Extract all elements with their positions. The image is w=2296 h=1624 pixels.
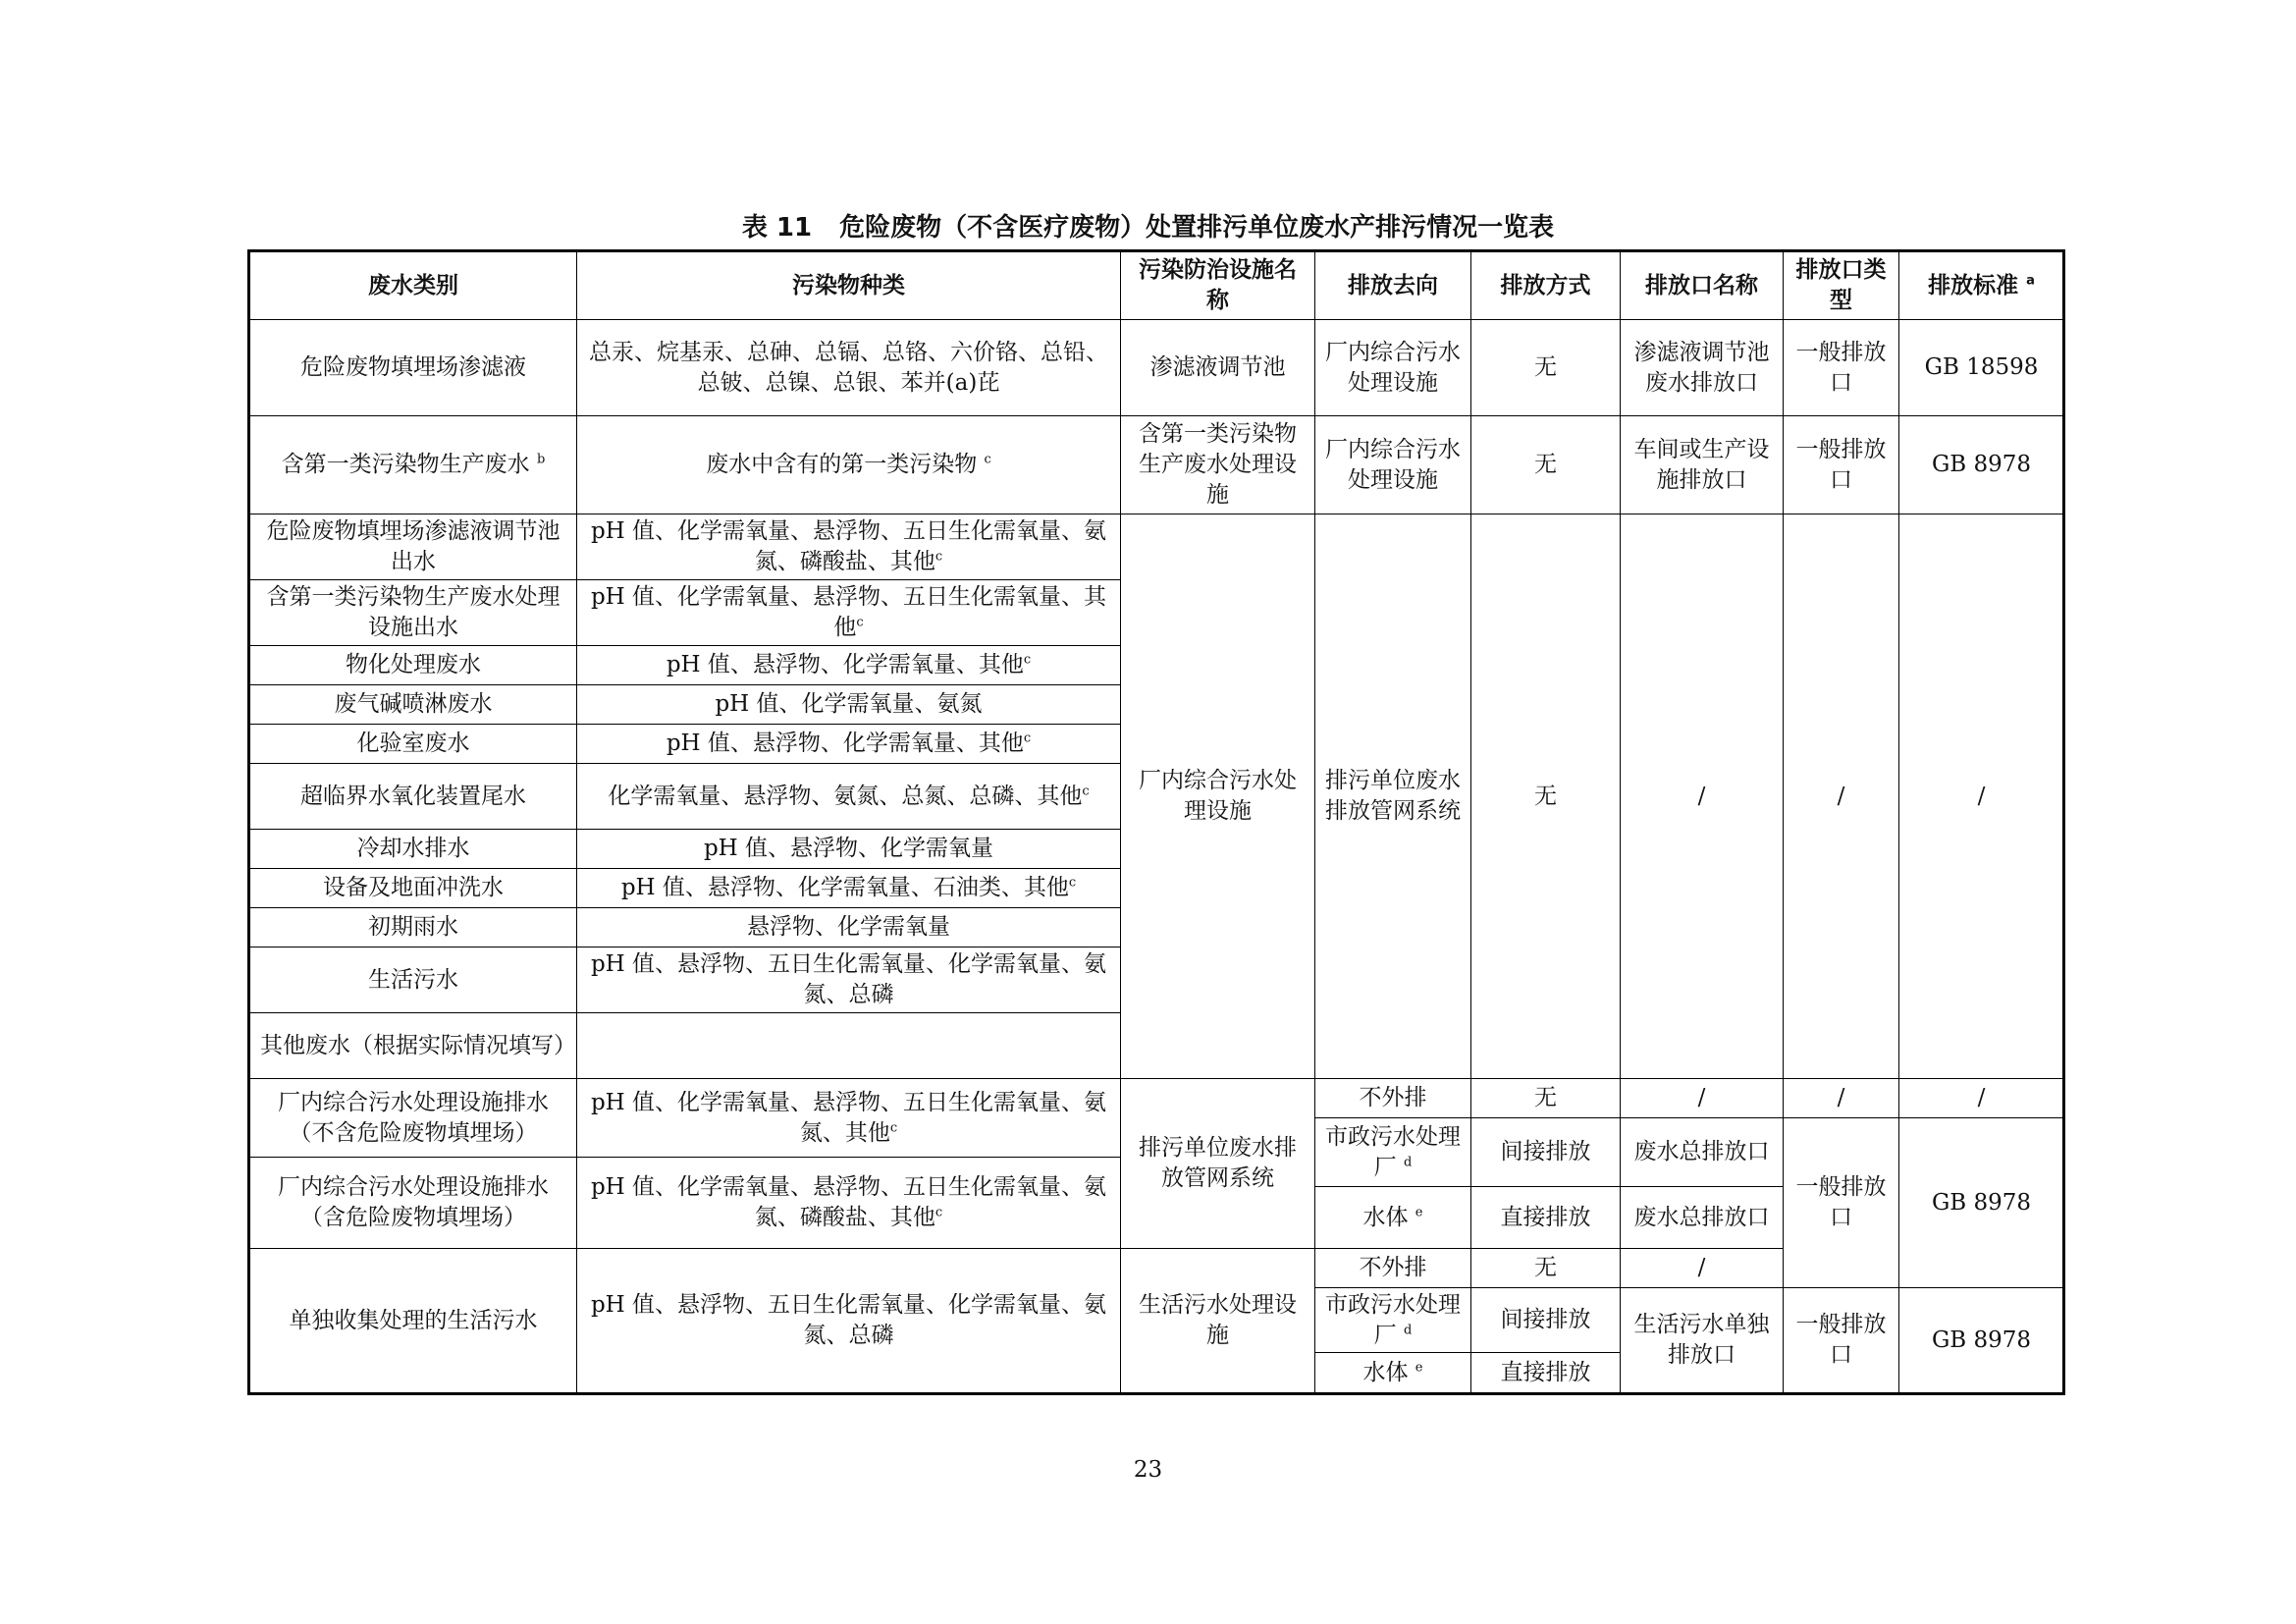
cell-pollutants: pH 值、悬浮物、五日生化需氧量、化学需氧量、氨氮、总磷 (577, 1249, 1121, 1394)
cell-destination-text: 水体 (1362, 1359, 1409, 1385)
header-standard (1899, 251, 2064, 320)
table-row (249, 320, 2064, 416)
footnote-mark: b (536, 452, 546, 467)
cell-destination-text: 市政污水处理厂 (1325, 1291, 1461, 1348)
cell-type: 其他废水（根据实际情况填写） (249, 1013, 577, 1079)
cell-pollutants-text: pH 值、化学需氧量、悬浮物、五日生化需氧量、其他 (590, 584, 1107, 640)
header-row (249, 251, 2064, 320)
cell-outlet-name: 生活污水单独排放口 (1621, 1288, 1784, 1394)
cell-destination (1315, 1288, 1471, 1353)
cell-pollutants: 总汞、烷基汞、总砷、总镉、总铬、六价铬、总铅、总铍、总镍、总银、苯并(a)芘 (577, 320, 1121, 416)
footnote-mark: d (1403, 1154, 1413, 1169)
cell-mode: 直接排放 (1471, 1353, 1621, 1394)
cell-type: 设备及地面冲洗水 (249, 869, 577, 908)
cell-outlet-name: 渗滤液调节池废水排放口 (1621, 320, 1784, 416)
cell-destination (1315, 1118, 1471, 1187)
cell-destination: 不外排 (1315, 1079, 1471, 1118)
cell-pollutants (577, 908, 1121, 947)
cell-pollutants-text: 废水中含有的第一类污染物 (706, 452, 978, 477)
cell-mode: 直接排放 (1471, 1187, 1621, 1249)
cell-outlet-type: 一般排放口 (1784, 1288, 1899, 1394)
cell-type: 超临界水氧化装置尾水 (249, 764, 577, 830)
table-caption (0, 208, 2296, 247)
cell-pollutants-text: pH 值、化学需氧量、悬浮物、五日生化需氧量、氨氮、其他 (590, 1089, 1107, 1146)
cell-pollutants (577, 947, 1121, 1013)
cell-standard: GB 8978 (1899, 1288, 2064, 1394)
cell-pollutants (577, 1079, 1121, 1158)
cell-type: 含第一类污染物生产废水处理设施出水 (249, 580, 577, 646)
cell-type: 生活污水 (249, 947, 577, 1013)
cell-facility: 排污单位废水排放管网系统 (1121, 1079, 1315, 1249)
cell-type: 废气碱喷淋废水 (249, 685, 577, 725)
cell-pollutants (577, 514, 1121, 580)
cell-facility: 渗滤液调节池 (1121, 320, 1315, 416)
cell-pollutants (577, 830, 1121, 869)
cell-pollutants-text: pH 值、悬浮物、化学需氧量 (703, 836, 994, 861)
cell-pollutants (577, 725, 1121, 764)
cell-destination: 厂内综合污水处理设施 (1315, 320, 1471, 416)
cell-mode: 无 (1471, 1249, 1621, 1288)
header-outlet-type: 排放口类型 (1784, 251, 1899, 320)
cell-destination: 不外排 (1315, 1249, 1471, 1288)
cell-standard: / (1899, 514, 2064, 1079)
footnote-mark: c (1023, 731, 1032, 746)
header-pollutants: 污染物种类 (577, 251, 1121, 320)
footnote-mark: c (1082, 783, 1090, 798)
header-discharge-mode: 排放方式 (1471, 251, 1621, 320)
cell-pollutants-text: pH 值、化学需氧量、氨氮 (715, 691, 983, 717)
cell-destination: 排污单位废水排放管网系统 (1315, 514, 1471, 1079)
cell-facility: 含第一类污染物生产废水处理设施 (1121, 416, 1315, 514)
cell-pollutants (577, 764, 1121, 830)
cell-outlet-type: 一般排放口 (1784, 1118, 1899, 1288)
cell-outlet-name: 废水总排放口 (1621, 1118, 1784, 1187)
cell-pollutants-text: pH 值、悬浮物、化学需氧量、其他 (666, 731, 1024, 756)
cell-type (249, 416, 577, 514)
cell-standard: / (1899, 1079, 2064, 1118)
cell-destination-text: 市政污水处理厂 (1325, 1123, 1461, 1180)
cell-mode: 间接排放 (1471, 1288, 1621, 1353)
footnote-mark: c (934, 1205, 943, 1220)
footnote-mark: c (856, 615, 864, 630)
cell-type: 危险废物填埋场渗滤液调节池出水 (249, 514, 577, 580)
footnote-mark: d (1403, 1322, 1413, 1337)
header-wastewater-type: 废水类别 (249, 251, 577, 320)
cell-pollutants (577, 685, 1121, 725)
cell-type: 冷却水排水 (249, 830, 577, 869)
cell-outlet-type: / (1784, 514, 1899, 1079)
cell-outlet-type: 一般排放口 (1784, 416, 1899, 514)
cell-outlet-name: / (1621, 1079, 1784, 1118)
cell-mode: 无 (1471, 320, 1621, 416)
table-number: 表 11 (741, 213, 813, 243)
cell-type-text: 含第一类污染物生产废水 (281, 452, 530, 477)
cell-pollutants (577, 416, 1121, 514)
cell-destination (1315, 1187, 1471, 1249)
cell-pollutants (577, 646, 1121, 685)
cell-pollutants-text: pH 值、悬浮物、化学需氧量、石油类、其他 (620, 875, 1069, 900)
table-row (249, 514, 2064, 580)
cell-type: 初期雨水 (249, 908, 577, 947)
cell-mode: 无 (1471, 416, 1621, 514)
cell-type: 厂内综合污水处理设施排水（含危险废物填埋场） (249, 1158, 577, 1249)
cell-standard: GB 8978 (1899, 416, 2064, 514)
footnote-mark: e (1415, 1204, 1423, 1219)
cell-pollutants-text: pH 值、化学需氧量、悬浮物、五日生化需氧量、氨氮、磷酸盐、其他 (590, 1174, 1107, 1230)
cell-pollutants-text: pH 值、悬浮物、五日生化需氧量、化学需氧量、氨氮、总磷 (590, 951, 1107, 1007)
cell-type: 化验室废水 (249, 725, 577, 764)
cell-standard: GB 8978 (1899, 1118, 2064, 1288)
footnote-mark: c (889, 1119, 898, 1135)
cell-outlet-name: 废水总排放口 (1621, 1187, 1784, 1249)
cell-pollutants (577, 869, 1121, 908)
cell-destination (1315, 1353, 1471, 1394)
header-outlet-name: 排放口名称 (1621, 251, 1784, 320)
cell-type: 危险废物填埋场渗滤液 (249, 320, 577, 416)
cell-facility: 生活污水处理设施 (1121, 1249, 1315, 1394)
cell-type: 物化处理废水 (249, 646, 577, 685)
footnote-mark: c (1023, 652, 1032, 668)
cell-pollutants-text: 化学需氧量、悬浮物、氨氮、总氮、总磷、其他 (608, 783, 1083, 809)
page-number: 23 (1133, 1457, 1163, 1483)
header-facility: 污染防治设施名称 (1121, 251, 1315, 320)
cell-outlet-name: / (1621, 1249, 1784, 1288)
footnote-mark: c (984, 452, 991, 467)
cell-mode: 无 (1471, 1079, 1621, 1118)
cell-pollutants-text: 悬浮物、化学需氧量 (747, 914, 950, 940)
cell-outlet-name: / (1621, 514, 1784, 1079)
cell-facility: 厂内综合污水处理设施 (1121, 514, 1315, 1079)
table-title: 危险废物（不含医疗废物）处置排污单位废水产排污情况一览表 (839, 213, 1555, 243)
table-row (249, 1079, 2064, 1118)
table-row (249, 416, 2064, 514)
footnote-mark: c (934, 549, 943, 565)
cell-standard: GB 18598 (1899, 320, 2064, 416)
cell-outlet-type: / (1784, 1079, 1899, 1118)
cell-outlet-name: 车间或生产设施排放口 (1621, 416, 1784, 514)
header-destination: 排放去向 (1315, 251, 1471, 320)
cell-destination: 厂内综合污水处理设施 (1315, 416, 1471, 514)
cell-pollutants (577, 1158, 1121, 1249)
cell-destination-text: 水体 (1362, 1204, 1409, 1230)
cell-type: 单独收集处理的生活污水 (249, 1249, 577, 1394)
cell-pollutants (577, 1013, 1121, 1079)
cell-mode: 间接排放 (1471, 1118, 1621, 1187)
header-standard-text: 排放标准 (1928, 272, 2019, 298)
cell-mode: 无 (1471, 514, 1621, 1079)
footnote-mark: c (1068, 875, 1077, 891)
cell-pollutants (577, 580, 1121, 646)
footnote-mark: e (1415, 1359, 1423, 1375)
header-standard-sup: a (2026, 272, 2035, 288)
wastewater-table (247, 249, 2065, 1395)
cell-outlet-type: 一般排放口 (1784, 320, 1899, 416)
cell-pollutants-text: pH 值、悬浮物、化学需氧量、其他 (666, 652, 1024, 677)
cell-type: 厂内综合污水处理设施排水（不含危险废物填埋场） (249, 1079, 577, 1158)
cell-pollutants-text: pH 值、化学需氧量、悬浮物、五日生化需氧量、氨氮、磷酸盐、其他 (590, 518, 1107, 574)
